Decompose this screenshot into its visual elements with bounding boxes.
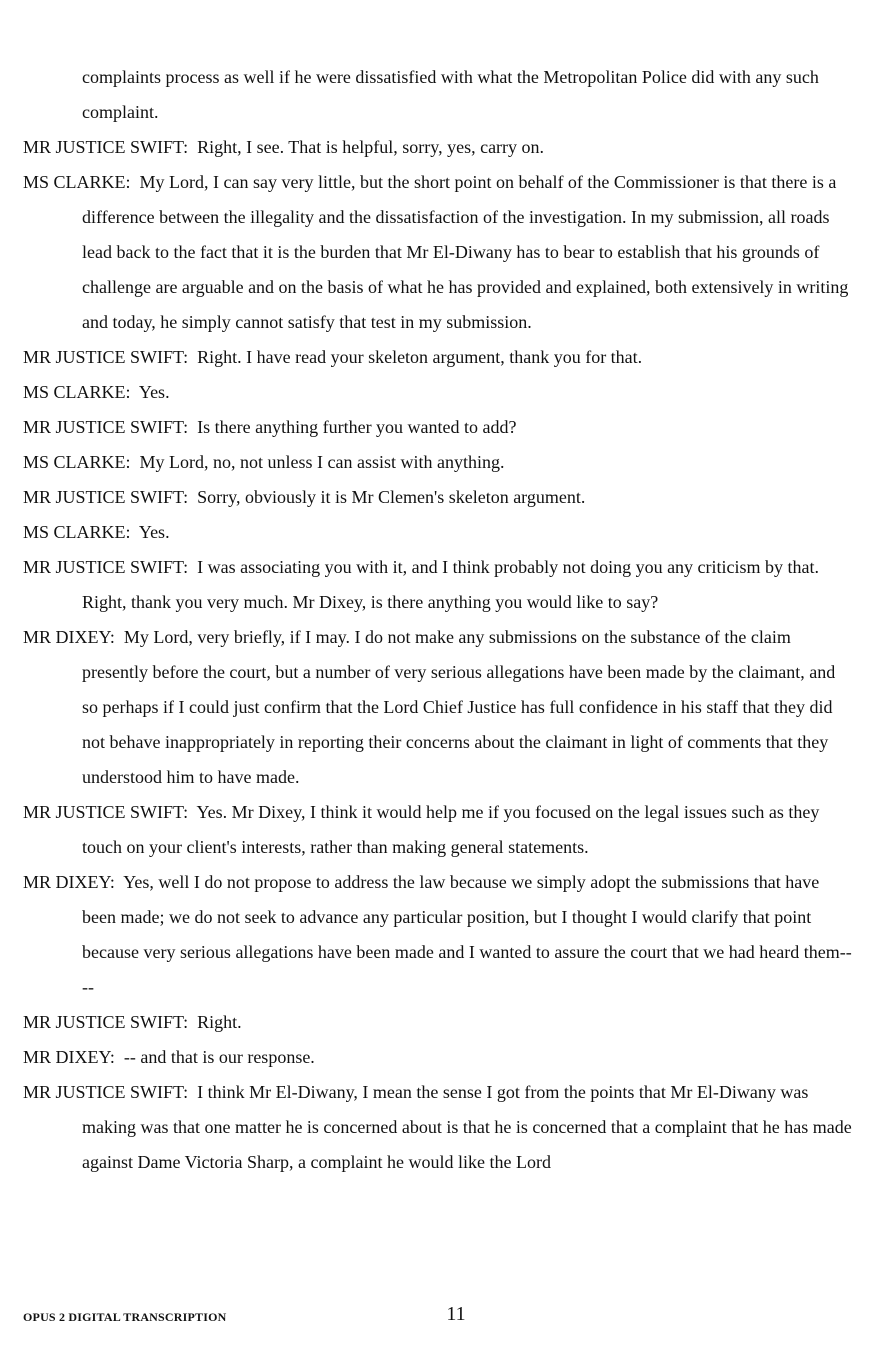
utterance-text: -- and that is our response. <box>123 1047 315 1067</box>
speaker-label: MS CLARKE: <box>23 382 131 402</box>
speaker-label: MS CLARKE: <box>23 452 131 472</box>
publisher-footer: OPUS 2 DIGITAL TRANSCRIPTION <box>23 1310 227 1324</box>
utterance-text: I think Mr El-Diwany, I mean the sense I got from the points that Mr El-Diwany was making was that one matter he is concerned about is that he is concerned that a complaint that he has made against Dame Victoria Sharp, a complaint he would like the Lord <box>82 1082 852 1172</box>
utterance-text: Yes. <box>138 382 170 402</box>
speaker-label: MR JUSTICE SWIFT: <box>23 802 189 822</box>
speaker-label: MR JUSTICE SWIFT: <box>23 417 189 437</box>
transcript-paragraph <box>23 375 853 410</box>
speaker-label: MR JUSTICE SWIFT: <box>23 1012 189 1032</box>
speaker-label: MS CLARKE: <box>23 172 131 192</box>
transcript-paragraph <box>23 1040 853 1075</box>
transcript-paragraph <box>23 620 853 795</box>
transcript-paragraph <box>23 865 853 1005</box>
transcript-paragraph <box>23 1075 853 1180</box>
transcript-paragraph <box>23 445 853 480</box>
speaker-label: MS CLARKE: <box>23 522 131 542</box>
speaker-label: MR JUSTICE SWIFT: <box>23 1082 189 1102</box>
transcript-paragraph <box>23 60 853 130</box>
utterance-text: My Lord, no, not unless I can assist with anything. <box>139 452 505 472</box>
speaker-label: MR DIXEY: <box>23 1047 115 1067</box>
speaker-label: MR DIXEY: <box>23 872 115 892</box>
page-number: 11 <box>446 1303 466 1325</box>
speaker-label: MR JUSTICE SWIFT: <box>23 487 189 507</box>
utterance-text: Yes. <box>138 522 170 542</box>
transcript-paragraph <box>23 480 853 515</box>
utterance-text: My Lord, I can say very little, but the short point on behalf of the Commissioner is that there is a difference between the illegality and the dissatisfaction of the investigation. In my submission, all roads lead back to the fact that it is the burden that Mr El-Diwany has to bear to establish that his grounds of challenge are arguable and on the basis of what he has provided and explained, both extensively in writing and today, he simply cannot satisfy that test in my submission. <box>82 172 849 332</box>
transcript-body <box>23 60 853 1180</box>
utterance-text: Right. <box>197 1012 242 1032</box>
utterance-text: Right, I see. That is helpful, sorry, yes, carry on. <box>197 137 545 157</box>
speaker-label: MR JUSTICE SWIFT: <box>23 557 189 577</box>
utterance-text: complaints process as well if he were dissatisfied with what the Metropolitan Police did with any such complaint. <box>82 67 819 122</box>
utterance-text: Is there anything further you wanted to add? <box>197 417 517 437</box>
utterance-text: My Lord, very briefly, if I may. I do not make any submissions on the substance of the claim presently before the court, but a number of very serious allegations have been made by the claimant, and so perhaps if I could just confirm that the Lord Chief Justice has full confidence in his staff that they did not behave inappropriately in reporting their concerns about the claimant in light of comments that they understood him to have made. <box>82 627 836 787</box>
utterance-text: Yes, well I do not propose to address the law because we simply adopt the submissions that have been made; we do not seek to advance any particular position, but I thought I would clarify that point because very serious allegations have been made and I wanted to assure the court that we had heard them---- <box>82 872 852 997</box>
transcript-paragraph <box>23 130 853 165</box>
transcript-paragraph <box>23 795 853 865</box>
utterance-text: Yes. Mr Dixey, I think it would help me if you focused on the legal issues such as they touch on your client's interests, rather than making general statements. <box>82 802 820 857</box>
utterance-text: Sorry, obviously it is Mr Clemen's skeleton argument. <box>197 487 586 507</box>
speaker-label: MR JUSTICE SWIFT: <box>23 347 189 367</box>
transcript-paragraph <box>23 410 853 445</box>
transcript-paragraph <box>23 340 853 375</box>
transcript-paragraph <box>23 550 853 620</box>
utterance-text: Right. I have read your skeleton argument, thank you for that. <box>197 347 643 367</box>
transcript-paragraph <box>23 1005 853 1040</box>
speaker-label: MR DIXEY: <box>23 627 115 647</box>
transcript-paragraph <box>23 165 853 340</box>
speaker-label: MR JUSTICE SWIFT: <box>23 137 189 157</box>
utterance-text: I was associating you with it, and I think probably not doing you any criticism by that. Right, thank you very much. Mr Dixey, is there anything you would like to say? <box>82 557 820 612</box>
transcript-paragraph <box>23 515 853 550</box>
